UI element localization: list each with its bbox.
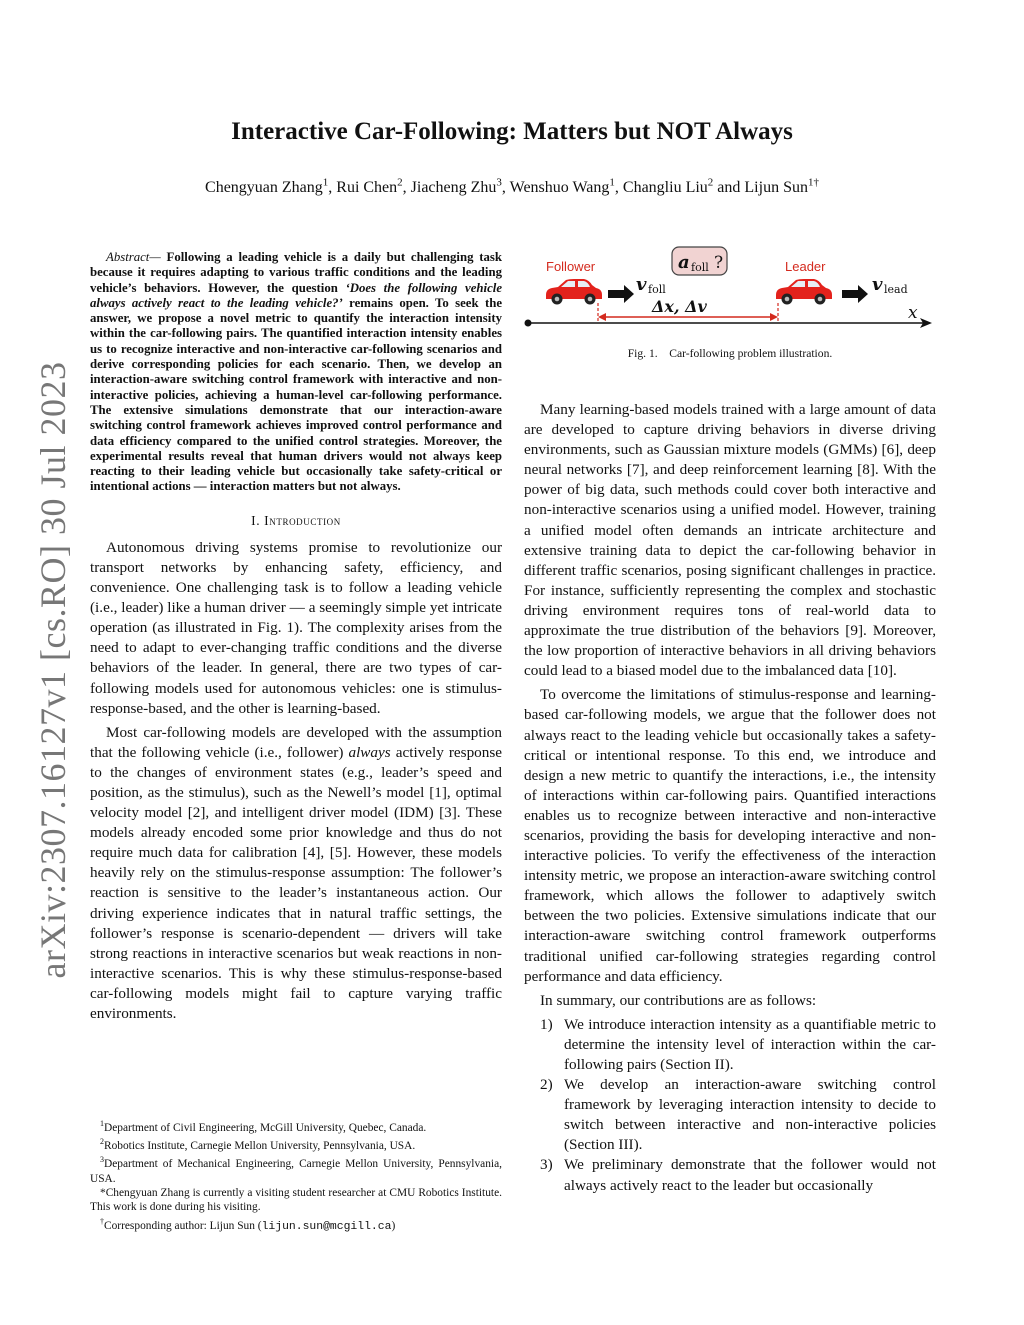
right-paragraph-3: In summary, our contributions are as follows: <box>540 991 817 1009</box>
footnote-visiting-note: *Chengyuan Zhang is currently a visiting student researcher at CMU Robotics Institute. This work is done during his visiting. <box>90 1187 502 1214</box>
v-lead-subscript: lead <box>884 283 908 296</box>
x-axis-label: x <box>908 303 918 323</box>
v-lead-symbol: v <box>872 274 883 295</box>
section-heading-introduction: I. Introduction <box>251 512 341 528</box>
footnotes <box>90 1117 502 1234</box>
author: Jiacheng Zhu$^3$, <box>410 177 510 197</box>
a-foll-subscript: foll <box>691 261 709 274</box>
footnote-affiliation-1: $^1$Department of Civil Engineering, McGill University, Quebec, Canada. <box>100 1119 427 1134</box>
author: Rui Chen$^2$, <box>336 177 411 197</box>
footnote-affiliation-3: $^3$Department of Mechanical Engineering, Carnegie Mellon University, Pennsylvania, USA. <box>90 1155 502 1185</box>
v-foll-subscript: foll <box>648 283 666 296</box>
author-list <box>0 177 1024 197</box>
x-axis <box>525 318 933 328</box>
a-foll-question: ? <box>714 253 724 273</box>
abstract-label: Abstract— <box>106 250 161 264</box>
follower-label: Follower <box>546 259 596 274</box>
footnote-corresponding-author: †Corresponding author: Lijun Sun (lijun.sun@mcgill.ca) <box>100 1216 396 1233</box>
author: Changliu Liu$^2$ and <box>622 177 745 197</box>
left-column <box>90 250 502 1028</box>
intro-paragraph-1: Autonomous driving systems promise to revolutionize our transport networks by enhancing safety, efficiency, and convenience. One challenging task is to follow a leading vehicle (i.e., leader) like a human driver — a seemingly simple yet intricate operation (as illustrated in Fig. 1). The complexity arises from the need to adapt to ever-changing traffic conditions and the diverse behaviors of the leader. In general, there are two types of car-following models used for autonomous vehicles: one is stimulus-response-based, and the other is learning-based. <box>90 538 502 717</box>
arxiv-identifier <box>28 361 78 979</box>
emphasis-always: always <box>348 743 391 761</box>
figure-1-caption: Fig. 1. Car-following problem illustration. <box>627 347 833 360</box>
abstract-question: ‘Does the following vehicle always actively react to the leading vehicle?’ <box>90 280 503 310</box>
a-foll-symbol: a <box>678 252 690 273</box>
figure-1-car-following-illustration <box>520 245 940 333</box>
follower-acceleration-box <box>672 247 727 275</box>
follower-car-icon <box>546 279 602 305</box>
list-item: 2) We develop an interaction-aware switching control framework by leveraging interaction intensity to decide to switch between interactive and non-interactive policies (Section III). <box>540 1076 936 1154</box>
v-foll-symbol: v <box>636 274 647 295</box>
corresponding-email[interactable]: lijun.sun@mcgill.ca <box>261 1220 392 1233</box>
follower-velocity-arrow-icon <box>608 285 634 303</box>
author: Wenshuo Wang$^1$, <box>509 177 623 197</box>
leader-velocity-arrow-icon <box>842 285 868 303</box>
paper-title: Interactive Car-Following: Matters but NOT Always <box>231 118 793 145</box>
intro-paragraph-2: Most car-following models are developed with the assumption that the following vehicle (i.e., follower) always actively response to the changes of environment states (e.g., leader’s speed and position, as the stimulus), such as the Newell’s model [1], optimal velocity model [2], and intelligent driver model (IDM) [3]. These models already encoded some prior knowledge and thus do not require much data for calibration [4], [5]. However, these models heavily rely on the stimulus-response assumption: The follower’s reaction is sensitive to the leader’s instantaneous action. Our driving experience indicates that in natural traffic settings, the follower’s response is scenario-dependent — drivers will take strong reactions in interactive scenarios but weak reactions in non-interactive scenarios. This is why these stimulus-response-based car-following models might fail to capture varying traffic environments. <box>90 723 503 1022</box>
delta-x-delta-v-label: Δx, Δv <box>652 297 707 316</box>
abstract: Abstract— Following a leading vehicle is a daily but challenging task because it requires adapting to various traffic conditions and the leading vehicle’s behaviors. However, the question ‘Does the following vehicle always actively react to the leading vehicle?’ remains open. To seek the answer, we propose a novel metric to quantify the interaction intensity within the car-following pairs. The quantified interaction intensity enables us to recognize interactive and non-interactive car-following scenarios and derive corresponding policies for each scenario. Then, we develop an interaction-aware switching control framework with interactive and non-interactive policies, achieving a human-level car-following performance. The extensive simulations demonstrate that our interaction-aware switching control framework achieves improved control performance and data efficiency compared to the unified control strategies. Moreover, the experimental results reveal that human drivers would not always keep reacting to their leading vehicle but occasionally take safety-critical or intentional actions — interaction matters but not always. <box>90 250 503 494</box>
right-column <box>524 400 936 1196</box>
right-paragraph-2: To overcome the limitations of stimulus-response and learning-based car-following models, we argue that the follower does not always react to the leading vehicle but occasionally takes a safety-critical or intentional response. To this end, we introduce and design a new metric to quantify the interactions, i.e., the intensity of interactions within car-following pairs. Quantified interactions enables us to recognize between interactive and non-interactive scenarios, providing the basis for developing interactive and non-interactive policies. To verify the effectiveness of the interaction intensity metric, we propose an interaction-aware switching control framework, which allows the follower to adaptively switch between the two policies. Extensive simulations indicate that our interaction-aware switching control framework outperforms traditional unified car-following strategies regarding control performance and data efficiency. <box>524 686 936 985</box>
author: Lijun Sun$^{1\dagger}$ <box>744 177 819 197</box>
arxiv-identifier-text: arXiv:2307.16127v1 [cs.RO] 30 Jul 2023 <box>33 361 73 979</box>
footnote-affiliation-2: $^2$Robotics Institute, Carnegie Mellon University, Pennsylvania, USA. <box>100 1137 416 1152</box>
right-paragraph-1: Many learning-based models trained with a large amount of data are developed to capture driving behaviors in diverse driving environments, such as Gaussian mixture models (GMMs) [6], deep neural networks [7], and deep reinforcement learning [8]. With the power of big data, such methods could cover both interactive and non-interactive scenarios using a unified model. However, training a unified model often demands an intricate architecture and extensive training data to depict the car-following behavior in different traffic scenarios, posing significant challenges in practice. For instance, sufficiently representing the complex and stochastic driving environment requires tons of real-world data to approximate the true distribution of the behaviors [9]. Moreover, the low proportion of interactive behaviors in all driving behaviors could lead to a biased model due to the imbalanced data [10]. <box>524 401 936 680</box>
leader-label: Leader <box>785 259 826 274</box>
contributions-list <box>524 1015 936 1196</box>
author: Chengyuan Zhang$^1$, <box>205 177 337 197</box>
list-item: 3) We preliminary demonstrate that the follower would not always actively react to the leader but occasionally <box>540 1156 936 1194</box>
list-item: 1) We introduce interaction intensity as a quantifiable metric to determine the intensity level of interaction within the car-following pairs (Section II). <box>540 1015 936 1073</box>
leader-car-icon <box>776 279 832 305</box>
